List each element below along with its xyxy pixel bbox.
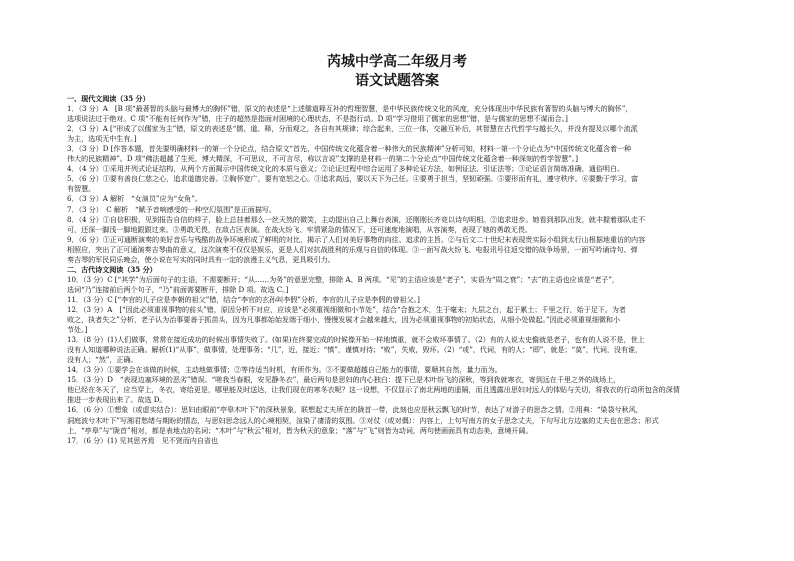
- answer-line: 15．（3 分）D “表现边塞环境的恶劣”错误。“嗟我当春眼，安见静冬衣”，最后两句是思妇的内心独白：提下已是木叶纷飞的深秋，等到我就寒衣，寄到远在千里之外的战场上，: [67, 375, 621, 385]
- answer-line: 相照应，突出了正可通演奏吉琴曲的意义，这次演奏不仅仅是娱乐，更是人们对抗战胜利的乐观与自信的体现。③一面写战火纷飞、电报讯号往返交错的战争场景，一面写吟诵诗句、弹: [67, 244, 638, 254]
- answer-body: [67, 94, 739, 446]
- section-heading: 一、现代文阅读（35 分）: [67, 94, 150, 103]
- answer-line: 奏吉琴的军民同乐晚会，使小说在写实的同时具有一定的浪漫主义气息，更具吸引力。: [67, 254, 335, 264]
- answer-line: 有智慧。: [67, 184, 96, 194]
- answer-line: 4．（4 分）①采用并列式论证结构，从两个方面揭示中国传统文化的本质与意义；②论证过程中综合运用了多种论证方法，如例证法、引证法等；③论证语言简练准确，通俗明白。: [67, 164, 624, 174]
- section-heading: 二、古代诗文阅读（35 分）: [67, 264, 157, 274]
- answer-line: 2．（3 分）A [“形成了以儒家为主”错，原文的表述是“儒、道、释，分而观之，各自有其规律；综合起来，三位一体，交融互补后，其智慧在古代哲学与越长久，并没有提及以哪个流派: [67, 124, 638, 134]
- answer-line: 1．（3 分）A [B 项“最著智的头脑与最博大的胸怀”错，原文的表述是“上述儒道释互补的哲理智慧，是中华民族传统文化的风度，充分体现出中华民族有著智的头脑与博大的胸怀”，: [67, 104, 633, 114]
- answer-line: 9．（6 分）①正可通断演奏的美好音乐与残酷的战争环境形成了鲜明的对比，揭示了人们对美好事物的向往、追求的主旨。②与后文二十世纪末表现贵实际小组到太行山根据地重访的内容: [67, 234, 646, 244]
- answer-line: 败之，执者失之”分析，老子认为治事要善于抓苗头，因为凡事都始始发端于细小，慢慢发展才会越来越大，因为必须重视事物的初始状态，从细小处做起。”因此必须重视细微和小: [67, 315, 621, 325]
- answer-line: 10．（3 分）C [“其学”为后面句子的主语，不需要断开；“从……为务”的意思完整，排除 A、B 两项。“见”的主语应该是“老子”，实语为“周之衰”；“去”的主语也应该是“老子”，: [67, 274, 619, 284]
- answer-line: 上，“亭皋”与“陇首”相对，都是表地点的名词；“木叶”与“秋云”相对，皆为秋天的意象；“落”与“飞”则皆为动词，两句使画面具有动态美，意境开阔。: [67, 425, 533, 435]
- document-title: 芮城中学高二年级月考: [327, 54, 467, 70]
- answer-line: 17．（6 分）(1) 见其思齐焉 见不贤而内自省也: [67, 435, 218, 445]
- answer-line: 没有人；“然”，正确。: [67, 355, 138, 365]
- answer-line: 洞庭波兮木叶下”写湘君愁绪与期盼的情态，与思妇思念远人的心境相契，渲染了凄清的氛围。③对仗（或对偶）：内容上，上句写南方的女子思念丈夫，下句写北方边塞的丈夫也在思念；形式: [67, 415, 659, 425]
- answer-line: 8．（4 分）①自信积极，见到报告自信的样子，脸上总挂着那么一丝天然的微笑，主动提出自己上舞台表演，还刚刚长齐竞以诗句明相。②追求进步。她看到那队出发，就丰握着那队走不: [67, 214, 646, 224]
- answer-line: 7．（3 分） C 解析 “赋予音响感受的一种空幻氛围”是正面描写。: [67, 204, 276, 214]
- answer-line: 5．（6 分）①要有善良仁慈之心，追求道德完善。②胸怀宽广，要有宽恕之心。③追求高远，要以天下为己任。④要勇于担当，坚韧顽强。⑤要形而有礼，遵守秩序。⑥要勤于学习，富: [67, 174, 639, 184]
- answer-line: 14．（3 分）①要学会在该做的时候，主动地做事情；②等待适当时机，有所作为。③不要做超越自己能力的事情，要顺其自然，量力而为。: [67, 365, 502, 375]
- answer-line: 节处。]: [67, 325, 88, 335]
- answer-line: 为主，选项无中生有。]: [67, 134, 137, 144]
- document-subtitle: 语文试题答案: [355, 73, 439, 89]
- answer-line: 伟大的民族精神”。D 项“佛法超越了生死，博大精深，不可思议，不可言尽，称以言说”支撑的是材料一的第二个分论点“中国传统文化蕴含着一种深刻的哲学智慧”。]: [67, 154, 578, 164]
- answer-line: 推进一步表现出来了。故选 D。: [67, 395, 167, 405]
- answer-line: 12．（3 分）A [“因此必须重视事物的前头”错，原因分析不对应，应该是“必须重视细微和小节处”，结合“合抱之木，生于毫末；九层之台，起于累土；千里之行，始于足下。为者: [67, 304, 626, 314]
- answer-line: 可，还深一脚浅一脚地跟跟过来。③勇敢无畏，在敌占区表演。在战火纷飞、牢情紧急的情况下，还可速度地演唱，从容演奏，表现了她的勇敢无畏。: [67, 224, 532, 234]
- answer-line: 选项说法过于绝对。C 项“不能有任何作为”错，庄子的超然是指面对困境的心理状态，不是指行动。D 项“学习借用了儒家的思想”错，是与儒家的思想不谋而合。]: [67, 114, 568, 124]
- answer-line: 选词“乃”连接前后两个句子，“乃”前面需要断开，排除 D 项。故选 C。]: [67, 284, 289, 294]
- answer-line: 13．（8 分）(1)人们做事，常常在接近成功的时候出事情失败了。(如果)在终要完成的时候像开始一样地慎重，就不会败坏事情了。（2）有的人说太史儋就是老子，也有的人说不是，世上: [67, 335, 645, 345]
- answer-line: 16．（6 分）①想象（或虚实结合）：思妇由眼前“亭皋木叶下”的深秋景象，联想起丈夫所在的陇首一带，此刻也应是秋云飘飞的时节，表达了对游子的思念之情。②用典：“染袋兮秋风，: [67, 405, 643, 415]
- answer-line: 他已经在冬天了，应当穿上，冬衣，寄给更是，哪里能及时送达，让我们现在的寒冬衣呢？这一设想，不仅显示了南北两地的遥隔，而且透露出思妇对远人的体贴与关切，将我衣的行动所包含的深情: [67, 385, 680, 395]
- answer-line: 没有人知道哪种说法正确。解析(1)“从事”，做事情，处理事务；“几”，近，接近；“慎”，谨慎对待；“败”，失败，毁坏。（2）“或”，代词，有的人；“即”，就是；“莫”，代词，没有谁，: [67, 345, 643, 355]
- answer-line: 11．（3 分）C [“李官的儿子应是李朝的祖父”错，结合“李官的玄孙叫李假”分析，李官的儿子应是李假的曾祖父。]: [67, 294, 420, 304]
- answer-line: 6．（3 分）A 解析 “女演员”应为“女角”。: [67, 194, 202, 204]
- answer-line: 3．（3 分）D [作答本题，首先要明确材料一的第一个分论点，结合原文“首先，中国传统文化蕴含着一种伟大的民族精神”分析可知，材料一第一个分论点为“中国传统文化蕴含着一种: [67, 144, 632, 154]
